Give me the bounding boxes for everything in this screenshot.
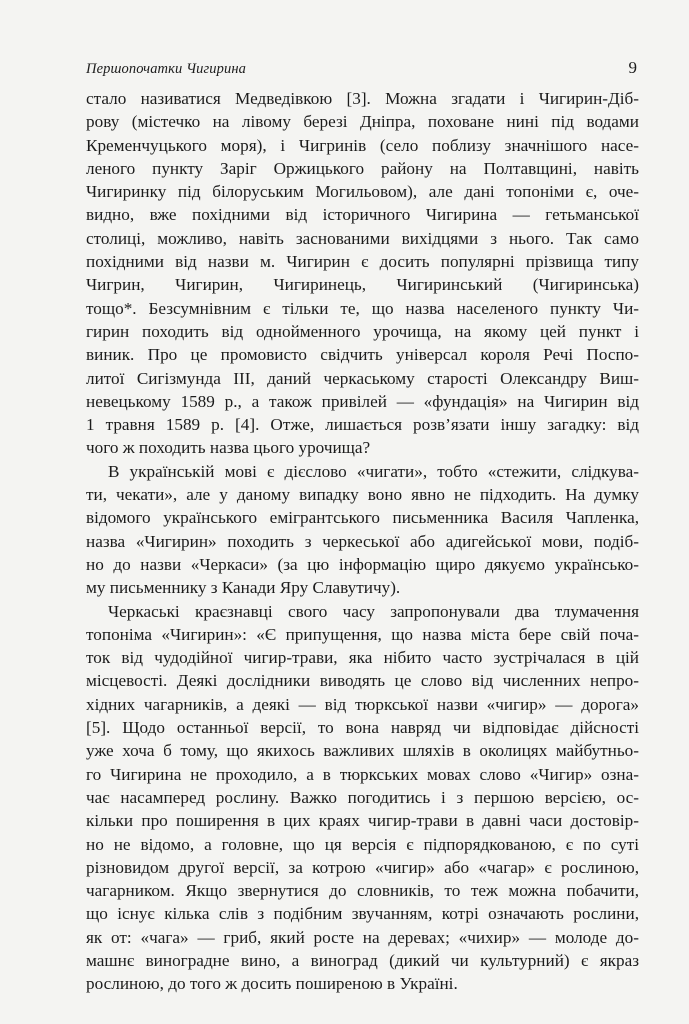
- text-line: хідних чагарників, а деякі — від тюркської назви «чигир» — дорога»: [86, 694, 639, 714]
- text-line: Черкаські краєзнавці свого часу запропонували два тлумачення: [108, 601, 639, 621]
- paragraph: [86, 460, 639, 600]
- text-line: [5]. Щодо останньої версії, то вона навряд чи відповідає дійсності: [86, 718, 639, 738]
- text-line: топоніма «Чигирин»: «Є припущення, що назва міста бере свій поча-: [86, 624, 639, 644]
- text-line: невецькому 1589 р., а також привілей — «фундація» на Чигирин від: [86, 391, 639, 411]
- text-line: назва «Чигирин» походить з черкеської або адигейської мови, подіб-: [86, 531, 639, 551]
- text-line: го Чигирина не проходило, а в тюркських мовах слово «Чигир» озна-: [86, 764, 639, 784]
- text-line: стало називатися Медведівкою [3]. Можна згадати і Чигирин-Діб-: [86, 89, 639, 108]
- text-line: кільки про поширення в цих краях чигир-трави в давні часи достовір-: [86, 811, 639, 831]
- text-line: машнє виноградне вино, а виноград (дикий чи культурний) є якраз: [86, 950, 639, 970]
- text-line: що існує кілька слів з подібним звучанням, котрі означають рослини,: [86, 904, 639, 924]
- text-line: як от: «чага» — гриб, який росте на деревах; «чихир» — молоде до-: [86, 927, 639, 947]
- text-line: рову (містечко на лівому березі Дніпра, поховане нині під водами: [86, 112, 639, 132]
- text-line: столиці, можливо, навіть заснованими вихідцями з нього. Так само: [86, 228, 639, 248]
- text-line: ток від чудодійної чигир-трави, яка нібито часто зустрічалася в цій: [86, 648, 639, 668]
- text-line: чає насамперед рослину. Важко погодитись і з першою версією, ос-: [86, 787, 639, 807]
- text-line: видно, вже похідними від історичного Чигирина — гетьманської: [86, 205, 639, 225]
- text-line: місцевості. Деякі дослідники виводять це слово від численних непро-: [86, 671, 639, 691]
- book-page: [86, 58, 639, 996]
- text-line: гирин походить від однойменного урочища, на якому цей пункт і: [86, 321, 639, 341]
- text-line: ти, чекати», але у даному випадку воно явно не підходить. На думку: [86, 485, 639, 505]
- text-line: Чигиринку під білоруським Могильовом), але дані топоніми є, оче-: [86, 182, 639, 202]
- running-header: [86, 58, 639, 86]
- text-line: тощо*. Безсумнівним є тільки те, що назва населеного пункту Чи-: [86, 298, 639, 318]
- page-number: 9: [628, 58, 637, 77]
- text-line: чагарником. Якщо звернутися до словників, то теж можна побачити,: [86, 881, 639, 901]
- paragraph: [86, 600, 639, 996]
- text-line: 1 травня 1589 р. [4]. Отже, лишається розв’язати іншу загадку: від: [86, 415, 639, 435]
- text-line: литої Сигізмунда III, даний черкаському старості Олександру Виш-: [86, 368, 639, 388]
- text-line: леного пункту Заріг Оржицького району на Полтавщині, навіть: [86, 158, 639, 178]
- text-line: виник. Про це промовисто свідчить універсал короля Речі Поспо-: [86, 345, 639, 365]
- text-line: уже хоча б тому, що якихось важливих шляхів в околицях майбутньо-: [86, 741, 639, 761]
- text-line: но до назви «Черкаси» (за цю інформацію щиро дякуємо українсько-: [86, 554, 639, 574]
- text-line: му письменнику з Канади Яру Славутичу).: [86, 578, 401, 598]
- text-line: різновидом другої версії, за котрою «чигир» або «чагар» є рослиною,: [86, 857, 639, 877]
- text-line: В українській мові є дієслово «чигати», тобто «стежити, слідкува-: [108, 461, 639, 481]
- body-text: [86, 87, 639, 996]
- text-line: но не відомо, а головне, що ця версія є підпорядкованою, є по суті: [86, 834, 639, 854]
- text-line: Чигрин, Чигирин, Чигиринець, Чигиринський (Чигиринська): [86, 275, 639, 295]
- text-line: Кременчуцького моря), і Чигринів (село поблизу значнішого насе-: [86, 135, 639, 155]
- text-line: похідними від назви м. Чигирин є досить популярні прізвища типу: [86, 252, 639, 272]
- text-line: чого ж походить назва цього урочища?: [86, 438, 371, 458]
- text-line: відомого українського емігрантського письменника Василя Чапленка,: [86, 508, 639, 528]
- running-title: Першопочатки Чигирина: [86, 61, 246, 77]
- text-line: рослиною, до того ж досить поширеною в Україні.: [86, 974, 458, 994]
- paragraph: [86, 87, 639, 460]
